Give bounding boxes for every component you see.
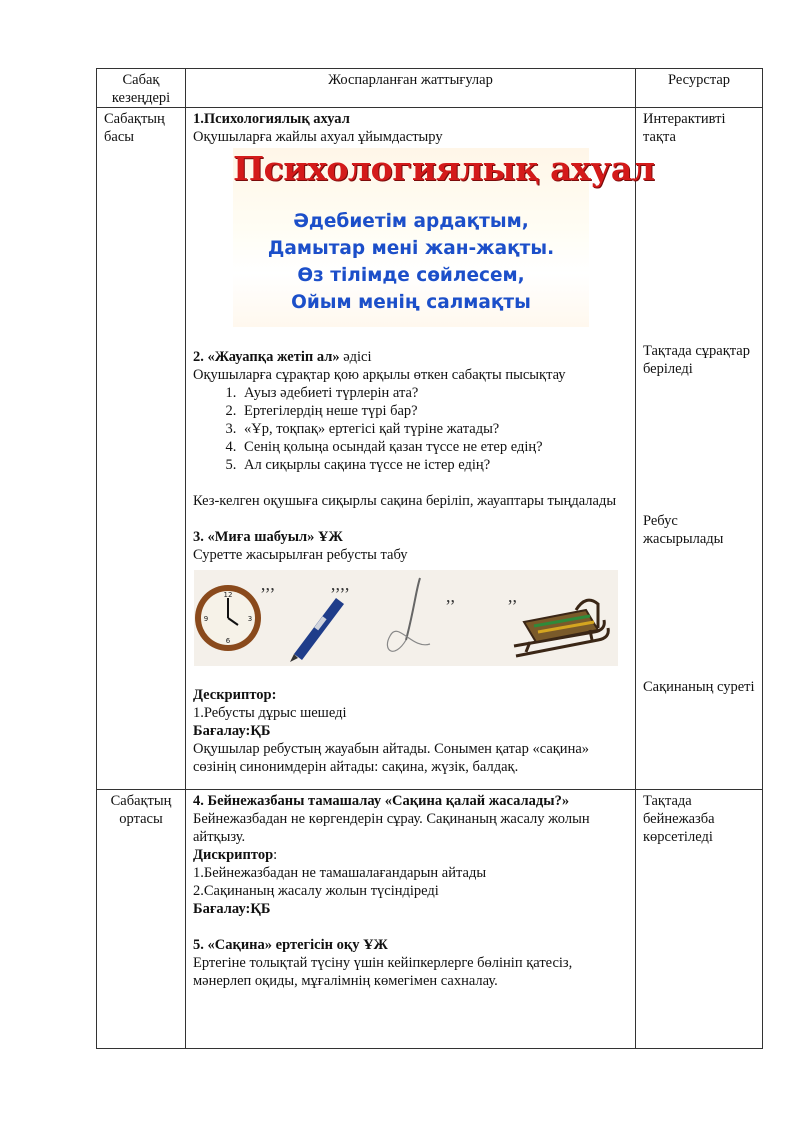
needle-thread-icon xyxy=(387,578,430,651)
task4-text: Бейнежазбадан не көргендерін сұрау. Сақинаның жасалу жолын айтқызу. xyxy=(193,811,590,845)
header-exercises: Жоспарланған жаттығулар xyxy=(186,69,636,108)
task4-title xyxy=(193,792,628,810)
task2-title-bold: 2. «Жауапқа жетіп ал» xyxy=(193,349,340,365)
task1-text: Оқушыларға жайлы ахуал ұйымдастыру xyxy=(193,129,443,145)
banner-line: Дамытар мені жан-жақты. xyxy=(267,238,555,259)
task5-title: 5. «Сақина» ертегісін оқу ҰЖ xyxy=(193,937,388,953)
list-item: 4. Сенің қолыңа осындай қазан түссе не етер едің? xyxy=(240,438,628,456)
resource-item: Тақтада сұрақтар беріледі xyxy=(643,343,750,377)
grading: Бағалау:ҚБ xyxy=(193,723,271,739)
rebus-mark: ’’’’ xyxy=(330,584,350,604)
resources-beginning xyxy=(636,108,763,790)
task1-title: 1.Психологиялық ахуал xyxy=(193,111,350,127)
lesson-plan-table xyxy=(96,68,763,1049)
exercises-middle xyxy=(186,790,636,1049)
descriptor-title-middle xyxy=(193,846,628,864)
banner-line: Ойым менің салмақты xyxy=(291,292,531,313)
stage-middle: Сабақтың ортасы xyxy=(97,790,186,1049)
descriptor-item: 2.Сақинаның жасалу жолын түсіндіреді xyxy=(193,883,439,899)
rebus-image xyxy=(194,570,618,666)
descriptor-colon: : xyxy=(273,847,278,863)
list-item: 2. Ертегілердің неше түрі бар? xyxy=(240,402,628,420)
descriptor-text: Оқушылар ребустың жауабын айтады. Сонымен қатар «сақина» сөзінің синонимдерін айтады: сақина, жүзік, балдақ. xyxy=(193,741,590,775)
svg-text:9: 9 xyxy=(203,615,209,623)
banner-line: Әдебиетім ардақтым, xyxy=(293,211,529,232)
table-header-row xyxy=(97,69,763,108)
resource-item: Ребус жасырылады xyxy=(643,513,724,547)
task4-num: 4 xyxy=(193,793,201,809)
sled-icon xyxy=(514,600,608,656)
list-item: 3. «Ұр, тоқпақ» ертегісі қай түріне жатады? xyxy=(240,420,628,438)
task2-title xyxy=(193,348,628,366)
resource-item: Сақинаның суреті xyxy=(643,679,755,695)
list-item: 1. Ауыз әдебиеті түрлерін ата? xyxy=(240,384,628,402)
rebus-drawing xyxy=(194,570,618,666)
stage-beginning: Сабақтың басы xyxy=(97,108,186,790)
rebus-mark: ,, xyxy=(446,586,455,606)
clock-icon xyxy=(195,585,261,651)
descriptor-item: 1.Бейнежазбадан не тамашалағандарын айтады xyxy=(193,865,487,881)
task2-text: Оқушыларға сұрақтар қою арқылы өткен сабақты пысықтау xyxy=(193,367,566,383)
svg-text:3: 3 xyxy=(247,615,253,623)
exercises-beginning xyxy=(186,108,655,790)
task2-note: Кез-келген оқушыға сиқырлы сақина беріліп, жауаптары тыңдалады xyxy=(193,493,617,509)
task4-title-text: . Бейнежазбаны тамашалау «Сақина қалай жасалады?» xyxy=(200,793,570,809)
banner-line: Өз тілімде сөйлесем, xyxy=(297,265,525,286)
svg-text:12: 12 xyxy=(223,591,233,599)
task5-text: Ертегіне толықтай түсіну үшін кейіпкерлерге бөлініп қатесіз, мәнерлеп оқиды, мұғалімнің көмегімен сахналау. xyxy=(193,955,573,989)
task3-text: Суретте жасырылған ребусты табу xyxy=(193,547,408,563)
question-list xyxy=(193,384,628,474)
resources-middle xyxy=(636,790,763,1049)
svg-text:6: 6 xyxy=(225,637,231,645)
descriptor-item: 1.Ребусты дұрыс шешеді xyxy=(193,705,347,721)
descriptor-title: Дескриптор: xyxy=(193,687,277,703)
header-resources: Ресурстар xyxy=(636,69,763,108)
task2-title-rest: әдісі xyxy=(339,349,372,365)
rebus-mark: ’’’ xyxy=(260,584,276,604)
header-stages: Сабақ кезеңдері xyxy=(97,69,186,108)
table-row-beginning xyxy=(97,108,763,790)
pen-icon xyxy=(290,598,344,662)
descriptor-word: Дискриптор xyxy=(193,847,274,863)
table-row-middle xyxy=(97,790,763,1049)
rebus-mark: ,, xyxy=(508,586,517,606)
task3-title: 3. «Миға шабуыл» ҰЖ xyxy=(193,529,343,545)
resource-item: Тақтада бейнежазба көрсетіледі xyxy=(643,793,715,845)
grading: Бағалау:ҚБ xyxy=(193,901,271,917)
psychological-climate-banner xyxy=(233,148,655,327)
resource-item: Интерактивті тақта xyxy=(643,111,726,145)
banner-title: Психологиялық ахуал xyxy=(233,149,655,188)
list-item: 5. Ал сиқырлы сақина түссе не істер едің? xyxy=(240,456,628,474)
